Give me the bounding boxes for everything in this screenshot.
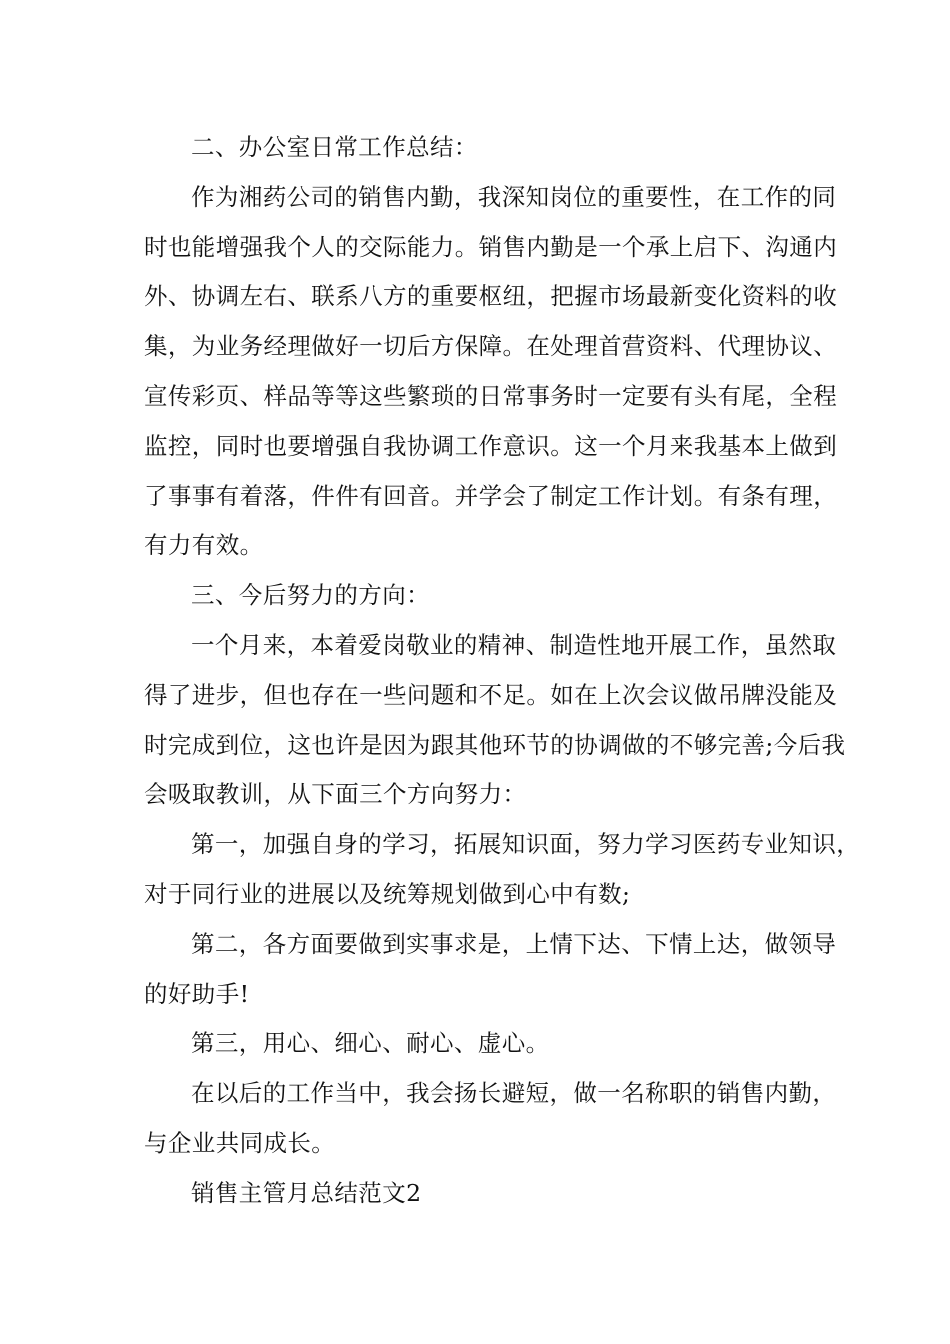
paragraph-future-work <box>144 1069 837 1169</box>
section-heading-office-summary <box>144 123 812 173</box>
text-line: 销售主管月总结范文2 <box>191 1178 422 1207</box>
text-line: 第二，各方面要做到实事求是，上情下达、下情上达，做领导 <box>191 929 837 958</box>
text-line: 会吸取教训，从下面三个方向努力： <box>144 780 527 809</box>
text-line: 时也能增强我个人的交际能力。销售内勤是一个承上启下、沟通内 <box>144 232 838 261</box>
paragraph-month-review <box>144 621 846 820</box>
text-line: 第三，用心、细心、耐心、虚心。 <box>191 1029 550 1058</box>
text-line: 第一，加强自身的学习，拓展知识面，努力学习医药专业知识， <box>191 830 861 859</box>
text-line: 外、协调左右、联系八方的重要枢纽，把握市场最新变化资料的收 <box>144 282 838 311</box>
text-line: 时完成到位，这也许是因为跟其他环节的协调做的不够完善;今后我 <box>144 730 846 759</box>
text-line: 宣传彩页、样品等等这些繁琐的日常事务时一定要有头有尾，全程 <box>144 381 838 410</box>
text-line: 监控，同时也要增强自我协调工作意识。这一个月来我基本上做到 <box>144 431 838 460</box>
text-line: 的好助手! <box>144 979 250 1008</box>
text-line: 与企业共同成长。 <box>144 1128 336 1157</box>
text-line: 二、办公室日常工作总结： <box>191 133 478 161</box>
text-line: 在以后的工作当中，我会扬长避短，做一名称职的销售内勤， <box>191 1079 837 1108</box>
section-heading-sample-2 <box>144 1169 812 1219</box>
text-line: 作为湘药公司的销售内勤，我深知岗位的重要性，在工作的同 <box>191 182 837 211</box>
text-line: 有力有效。 <box>144 531 264 560</box>
paragraph-point-third <box>144 1019 812 1069</box>
text-line: 对于同行业的进展以及统筹规划做到心中有数; <box>144 879 631 908</box>
paragraph-point-first <box>144 820 861 920</box>
text-line: 三、今后努力的方向： <box>191 581 430 610</box>
document-body <box>144 123 861 1219</box>
text-line: 集，为业务经理做好一切后方保障。在处理首营资料、代理协议、 <box>144 332 838 361</box>
text-line: 一个月来，本着爱岗敬业的精神、制造性地开展工作，虽然取 <box>191 630 837 659</box>
section-heading-future-direction <box>144 571 812 621</box>
text-line: 了事事有着落，件件有回音。并学会了制定工作计划。有条有理， <box>144 481 838 510</box>
paragraph-point-second <box>144 920 837 1020</box>
text-line: 得了进步，但也存在一些问题和不足。如在上次会议做吊牌没能及 <box>144 680 838 709</box>
paragraph-role-description <box>144 173 838 571</box>
